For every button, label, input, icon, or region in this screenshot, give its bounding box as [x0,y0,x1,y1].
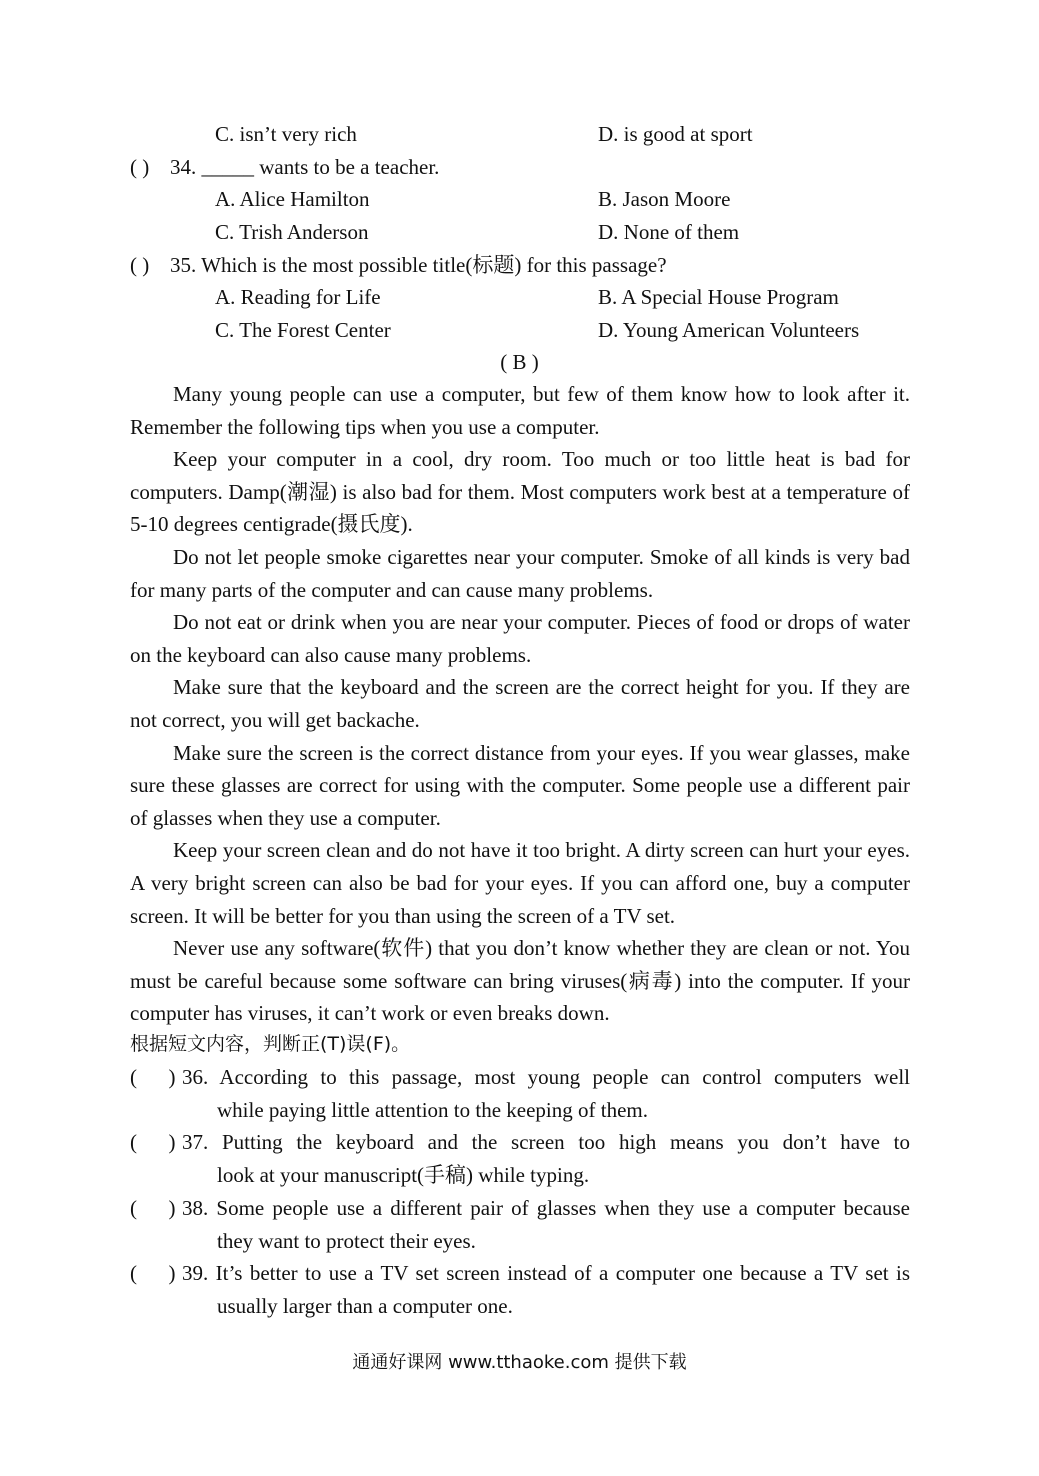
question-line: look at your manuscript(手稿) while typing. [217,1162,590,1187]
tf-instruction: 根据短文内容，判断正(T)误(F)。 [130,1033,411,1055]
q34-option-b: B. Jason Moore [598,187,731,211]
page-footer: 通通好课网 www.tthaoke.com 提供下载 [352,1352,687,1373]
answer-paren: ( ) [130,1261,176,1285]
tf-question-39 [130,1257,910,1322]
tf-question-38 [130,1192,910,1257]
passage-paragraph: Make sure the screen is the correct distance from your eyes. If you wear glasses, make sure these glasses are correct for using with the computer. Some people use a different pair of glasses when they use a computer. [130,740,910,830]
q35-stem: 35. Which is the most possible title(标题) for this passage? [170,253,667,277]
q35-paren: ( ) [130,253,150,277]
q34-option-d: D. None of them [598,219,740,244]
passage-paragraph: Keep your screen clean and do not have it too bright. A dirty screen can hurt your eyes. A very bright screen can also be bad for your eyes. If you can afford one, buy a computer screen. It will be better for you than using the screen of a TV set. [130,838,910,928]
answer-paren: ( ) [130,1065,176,1089]
question-line: 38. Some people use a different pair of glasses when they use a computer because [182,1196,910,1220]
answer-paren: ( ) [130,1130,176,1154]
q34-option-c: C. Trish Anderson [215,219,369,244]
q33-option-c: C. isn’t very rich [215,122,357,146]
passage-paragraph: Do not let people smoke cigarettes near your computer. Smoke of all kinds is very bad for many parts of the computer and can cause many problems. [130,544,910,602]
q35-option-d: D. Young American Volunteers [598,317,860,342]
question-line: 39. It’s better to use a TV set screen instead of a computer one because a TV set is [182,1261,910,1285]
question-line: 36. According to this passage, most young people can control computers well [182,1065,910,1089]
q34-option-a: A. Alice Hamilton [215,187,370,211]
q35-option-b: B. A Special House Program [598,285,839,309]
q34-stem: 34. _____ wants to be a teacher. [170,155,440,179]
question-line: usually larger than a computer one. [217,1293,513,1318]
answer-paren: ( ) [130,1196,176,1220]
tf-question-36 [130,1061,910,1126]
passage-paragraph: Keep your computer in a cool, dry room. Too much or too little heat is bad for computers. Damp(潮湿) is also bad for them. Most computers work best at a temperature of 5-10 degrees centigrade(摄氏度). [130,447,910,537]
passage-paragraph: Never use any software(软件) that you don’t know whether they are clean or not. You must be careful because some software can bring viruses(病毒) into the computer. If your computer has viruses, it can’t work or even breaks down. [130,936,910,1026]
section-b-heading: ( B ) [500,350,539,374]
question-line: they want to protect their eyes. [217,1228,476,1253]
q35-option-a: A. Reading for Life [215,285,381,309]
passage-paragraph: Do not eat or drink when you are near your computer. Pieces of food or drops of water on the keyboard can also cause many problems. [130,610,910,667]
passage-paragraph: Make sure that the keyboard and the screen are the correct height for you. If they are not correct, you will get backache. [130,675,910,732]
passage-paragraph: Many young people can use a computer, but few of them know how to look after it. Remember the following tips when you use a computer. [130,382,910,439]
passage [130,378,910,1030]
tf-question-37 [130,1126,910,1191]
q35-option-c: C. The Forest Center [215,317,391,342]
q34-paren: ( ) [130,155,150,179]
q33-option-d: D. is good at sport [598,122,753,146]
question-line: 37. Putting the keyboard and the screen too high means you don’t have to [182,1130,910,1154]
question-line: while paying little attention to the keeping of them. [217,1097,648,1122]
